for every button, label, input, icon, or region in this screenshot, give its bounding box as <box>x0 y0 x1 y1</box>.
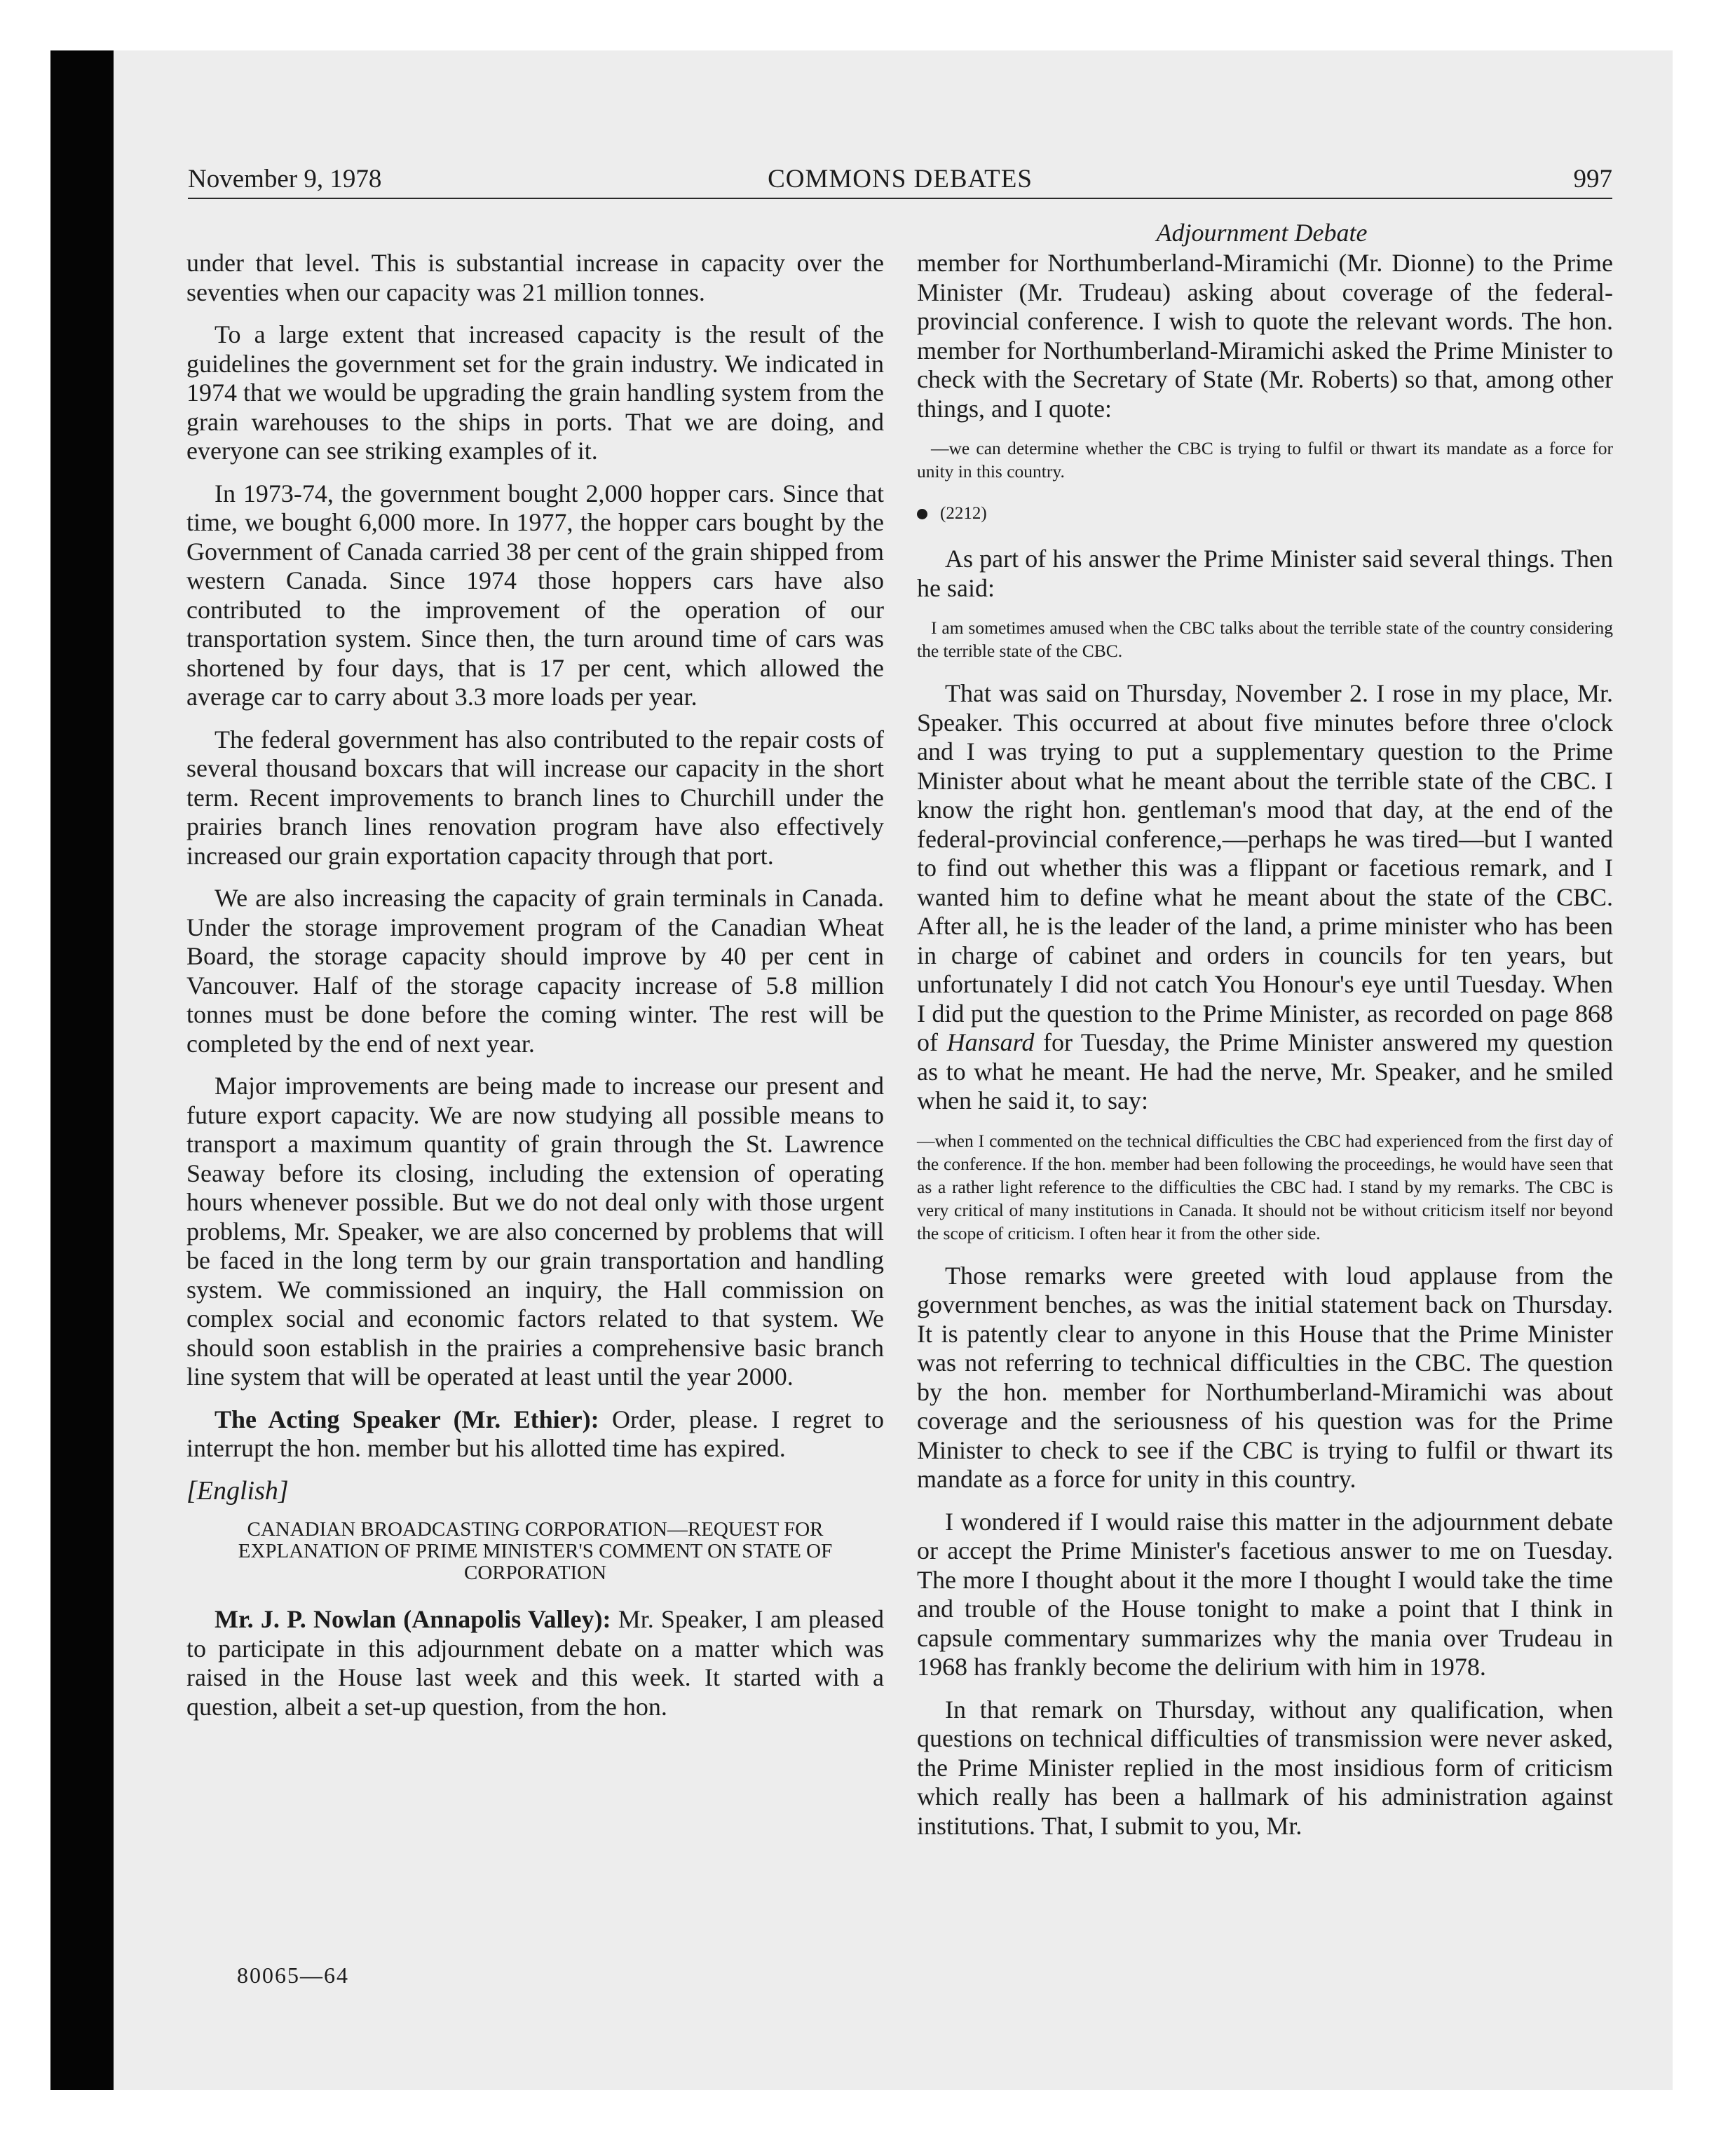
speaker-paragraph <box>186 1605 884 1721</box>
paragraph: To a large extent that increased capacity is the result of the guidelines the government set for the grain industry. We indicated in 1974 that we would be upgrading the grain handling system from the grain warehouses to the ships in ports. That we are doing, and everyone can see striking examples of it. <box>186 320 884 465</box>
paragraph: We are also increasing the capacity of grain terminals in Canada. Under the storage improvement program of the Canadian Wheat Board, the storage capacity should improve by 40 per cent in Vancouver. Half of the storage capacity increase of 5.8 million tonnes must be done before the coming winter. The rest will be completed by the end of next year. <box>186 884 884 1058</box>
paragraph: Those remarks were greeted with loud applause from the government benches, as was the initial statement back on Thursday. It is patently clear to anyone in this House that the Prime Minister was not referring to technical difficulties in the CBC. The question by the hon. member for Northumberland-Miramichi was about coverage and the seriousness of his question was for the Prime Minister to check to see if the CBC is trying to fulfil or thwart its mandate as a force for unity in this country. <box>917 1261 1613 1493</box>
right-column <box>917 249 1613 1854</box>
header-rule <box>188 198 1612 199</box>
paragraph-text: for Tuesday, the Prime Minister answered my question as to what he meant. He had the nerve, Mr. Speaker, and he smiled when he said it, to say: <box>917 1028 1613 1114</box>
block-quote: —we can determine whether the CBC is trying to fulfil or thwart its mandate as a force for unity in this country. <box>917 438 1613 482</box>
header-title: COMMONS DEBATES <box>768 165 1033 193</box>
timestamp <box>917 500 1613 528</box>
scan-binding-edge <box>50 50 114 2090</box>
paragraph: member for Northumberland-Miramichi (Mr. Dionne) to the Prime Minister (Mr. Trudeau) asking about coverage of the federal-provincial conference. I wish to quote the relevant words. The hon. member for Northumberland-Miramichi asked the Prime Minister to check with the Secretary of State (Mr. Roberts) so that, among other things, and I quote: <box>917 249 1613 423</box>
paragraph: As part of his answer the Prime Minister said several things. Then he said: <box>917 545 1613 602</box>
timestamp-text: (2212) <box>940 504 987 523</box>
running-head: Adjournment Debate <box>1156 219 1368 247</box>
hansard-italic: Hansard <box>946 1028 1035 1056</box>
header-date: November 9, 1978 <box>188 165 382 193</box>
block-quote: I am sometimes amused when the CBC talks about the terrible state of the country considering the terrible state of the CBC. <box>917 618 1613 661</box>
header-page-number: 997 <box>1573 165 1612 193</box>
paragraph <box>917 679 1613 1116</box>
left-column <box>186 249 884 1735</box>
block-quote: —when I commented on the technical difficulties the CBC had experienced from the first day of the conference. If the hon. member had been following the proceedings, he would have seen that as a rather light reference to the difficulties the CBC had. I stand by my remarks. The CBC is very critical of many institutions in Canada. It should not be without criticism itself nor beyond the scope of criticism. I often hear it from the other side. <box>917 1130 1613 1243</box>
section-heading: CANADIAN BROADCASTING CORPORATION—REQUEST FOR EXPLANATION OF PRIME MINISTER'S COMMENT ON STATE OF CORPORATION <box>238 1518 833 1584</box>
speaker-name: The Acting Speaker (Mr. Ethier): <box>215 1405 599 1433</box>
paragraph: Major improvements are being made to increase our present and future export capacity. We are now studying all possible means to transport a maximum quantity of grain through the St. Lawrence Seaway before its closing, including the extension of operating hours whenever possible. But we do not deal only with those urgent problems, Mr. Speaker, we are also concerned by problems that will be faced in the long term by our grain transportation and handling system. We commissioned an inquiry, the Hall commission on complex social and economic factors related to that system. We should soon establish in the prairies a comprehensive basic branch line system that will be operated at least until the year 2000. <box>186 1072 884 1391</box>
speaker-name: Mr. J. P. Nowlan (Annapolis Valley): <box>215 1605 611 1633</box>
page-header <box>188 161 1612 200</box>
paragraph: The federal government has also contributed to the repair costs of several thousand boxcars that will increase our capacity in the short term. Recent improvements to branch lines to Churchill under the prairies branch lines renovation program have also effectively increased our grain exportation capacity through that port. <box>186 725 884 870</box>
paragraph: I wondered if I would raise this matter in the adjournment debate or accept the Prime Minister's facetious answer to me on Tuesday. The more I thought about it the more I thought I would take the time and trouble of the House tonight to make a point that I think in capsule commentary summarizes why the mania over Trudeau in 1968 has frankly become the delirium with him in 1978. <box>917 1507 1613 1681</box>
speaker-text: Order, please. I regret to interrupt the hon. member but his allotted time has expired. <box>186 1405 885 1462</box>
paragraph: In 1973-74, the government bought 2,000 hopper cars. Since that time, we bought 6,000 more. In 1977, the hopper cars bought by the Government of Canada carried 38 per cent of the grain shipped from western Canada. Since 1974 those hoppers cars have also contributed to the improvement of the operation of our transportation system. Since then, the turn around time of cars was shortened by four days, that is 17 per cent, which allowed the average car to carry about 3.3 more loads per year. <box>186 479 884 711</box>
paragraph: In that remark on Thursday, without any qualification, when questions on technical difficulties of transmission were never asked, the Prime Minister replied in the most insidious form of criticism which really has been a hallmark of his administration against institutions. That, I submit to you, Mr. <box>917 1695 1613 1840</box>
bullet-icon <box>917 509 927 519</box>
language-label: [English] <box>186 1475 289 1506</box>
paragraph: under that level. This is substantial increase in capacity over the seventies when our capacity was 21 million tonnes. <box>186 249 884 306</box>
paragraph-text: That was said on Thursday, November 2. I rose in my place, Mr. Speaker. This occurred at about five minutes before three o'clock and I was trying to put a supplementary question to the Prime Minister about what he meant about the terrible state of the CBC. I know the right hon. gentleman's mood that day, at the end of the federal-provincial conference,—perhaps he was tired—but I wanted to find out whether this was a flippant or facetious remark, and I wanted him to define what he meant about the state of the CBC. After all, he is the leader of the land, a prime minister who has been in charge of cabinet and orders in councils for ten years, but unfortunately I did not catch You Honour's eye until Tuesday. When I did put the question to the Prime Minister, as recorded on page 868 of <box>917 679 1613 1056</box>
speaker-paragraph <box>186 1405 884 1464</box>
speaker-text: Mr. Speaker, I am pleased to participate in this adjournment debate on a matter which was raised in the House last week and this week. It started with a question, albeit a set-up question, from the hon. <box>186 1605 884 1721</box>
footer-code: 80065—64 <box>237 1963 349 1988</box>
